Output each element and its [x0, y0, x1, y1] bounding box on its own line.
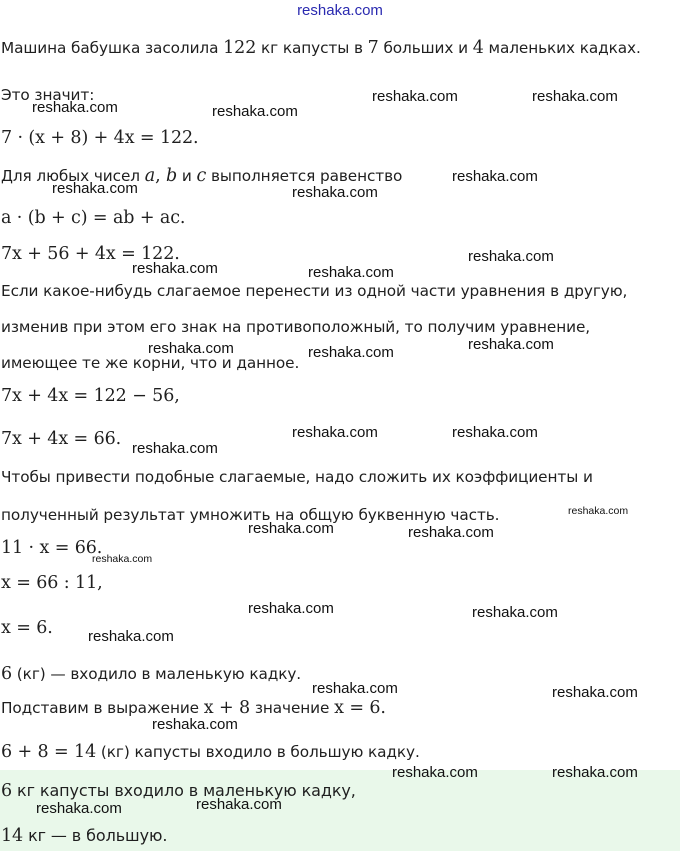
- watermark: reshaka.com: [552, 684, 638, 701]
- watermark: reshaka.com: [92, 553, 153, 565]
- rule-text: и: [177, 167, 197, 185]
- watermark: reshaka.com: [52, 180, 138, 197]
- watermark: reshaka.com: [532, 88, 618, 105]
- equation-1: 7 · (x + 8) + 4x = 122.: [1, 128, 199, 148]
- watermark: reshaka.com: [132, 260, 218, 277]
- equation-6: x = 66 : 11,: [1, 573, 103, 593]
- watermark: reshaka.com: [88, 628, 174, 645]
- substitution-label: значение: [250, 699, 335, 717]
- watermark: reshaka.com: [148, 340, 234, 357]
- watermark: reshaka.com: [196, 796, 282, 813]
- big-tub-expression: 6 + 8 = 14: [1, 742, 97, 762]
- problem-text: Машина бабушка засолила: [1, 39, 224, 57]
- watermark: reshaka.com: [308, 264, 394, 281]
- watermark: reshaka.com: [32, 99, 118, 116]
- variable-c: c: [196, 166, 207, 186]
- site-header-link[interactable]: reshaka.com: [297, 2, 383, 19]
- substitution-text: [1, 698, 386, 718]
- meaning-text: Это значит:: [1, 86, 95, 104]
- watermark: reshaka.com: [468, 248, 554, 265]
- transfer-rule-line-1: Если какое-нибудь слагаемое перенести из одной части уравнения в другую,: [1, 282, 628, 300]
- transfer-rule-line-3: имеющее те же корни, что и данное.: [1, 354, 300, 372]
- distributive-equation: a · (b + c) = ab + ac.: [1, 208, 186, 228]
- watermark: reshaka.com: [292, 184, 378, 201]
- watermark: reshaka.com: [372, 88, 458, 105]
- big-tub-result: [1, 742, 420, 762]
- watermark: reshaka.com: [408, 524, 494, 541]
- watermark: reshaka.com: [248, 520, 334, 537]
- rule-text: Для любых чисел: [1, 167, 145, 185]
- transfer-rule-line-2: изменив при этом его знак на противоположный, то получим уравнение,: [1, 318, 591, 336]
- equation-7: x = 6.: [1, 618, 53, 638]
- substitution-expression: x + 8: [203, 698, 251, 718]
- answer-phrase: кг — в большую.: [23, 826, 168, 845]
- problem-number: 7: [367, 38, 379, 58]
- problem-statement: [1, 38, 641, 58]
- watermark: reshaka.com: [312, 680, 398, 697]
- watermark: reshaka.com: [568, 505, 629, 517]
- problem-text: кг капусты в: [256, 39, 368, 57]
- watermark: reshaka.com: [308, 344, 394, 361]
- watermark: reshaka.com: [152, 716, 238, 733]
- like-terms-rule-line-2: полученный результат умножить на общую буквенную часть.: [1, 506, 500, 524]
- equation-3: 7x + 4x = 122 − 56,: [1, 386, 180, 406]
- rule-text: выполняется равенство: [206, 167, 403, 185]
- answer-number: 6: [1, 781, 13, 801]
- watermark: reshaka.com: [468, 336, 554, 353]
- result-text: (кг) — входило в маленькую кадку.: [12, 665, 302, 683]
- equation-5: 11 · x = 66.: [1, 538, 103, 558]
- answer-line-1: [1, 781, 356, 801]
- small-tub-result: [1, 664, 301, 684]
- problem-text: маленьких кадках.: [483, 39, 641, 57]
- watermark: reshaka.com: [452, 424, 538, 441]
- equation-4: 7x + 4x = 66.: [1, 429, 122, 449]
- watermark: reshaka.com: [36, 800, 122, 817]
- variable-a: a: [144, 166, 156, 186]
- variable-b: b: [166, 166, 178, 186]
- watermark: reshaka.com: [392, 764, 478, 781]
- problem-number: 4: [472, 38, 484, 58]
- result-text: (кг) капусты входило в большую кадку.: [96, 743, 420, 761]
- substitution-label: Подставим в выражение: [1, 699, 204, 717]
- like-terms-rule-line-1: Чтобы привести подобные слагаемые, надо сложить их коэффициенты и: [1, 468, 593, 486]
- watermark: reshaka.com: [132, 440, 218, 457]
- rule-separator: ,: [155, 166, 166, 186]
- answer-phrase: кг капусты входило в маленькую кадку,: [12, 781, 356, 800]
- equation-2: 7x + 56 + 4x = 122.: [1, 244, 180, 264]
- watermark: reshaka.com: [292, 424, 378, 441]
- watermark: reshaka.com: [248, 600, 334, 617]
- watermark: reshaka.com: [472, 604, 558, 621]
- watermark: reshaka.com: [552, 764, 638, 781]
- substitution-value: x = 6.: [334, 698, 386, 718]
- answer-number: 14: [1, 826, 24, 846]
- result-number: 6: [1, 664, 13, 684]
- answer-line-2: [1, 826, 167, 846]
- problem-text: больших и: [378, 39, 473, 57]
- problem-number: 122: [223, 38, 257, 58]
- watermark: reshaka.com: [212, 103, 298, 120]
- watermark: reshaka.com: [452, 168, 538, 185]
